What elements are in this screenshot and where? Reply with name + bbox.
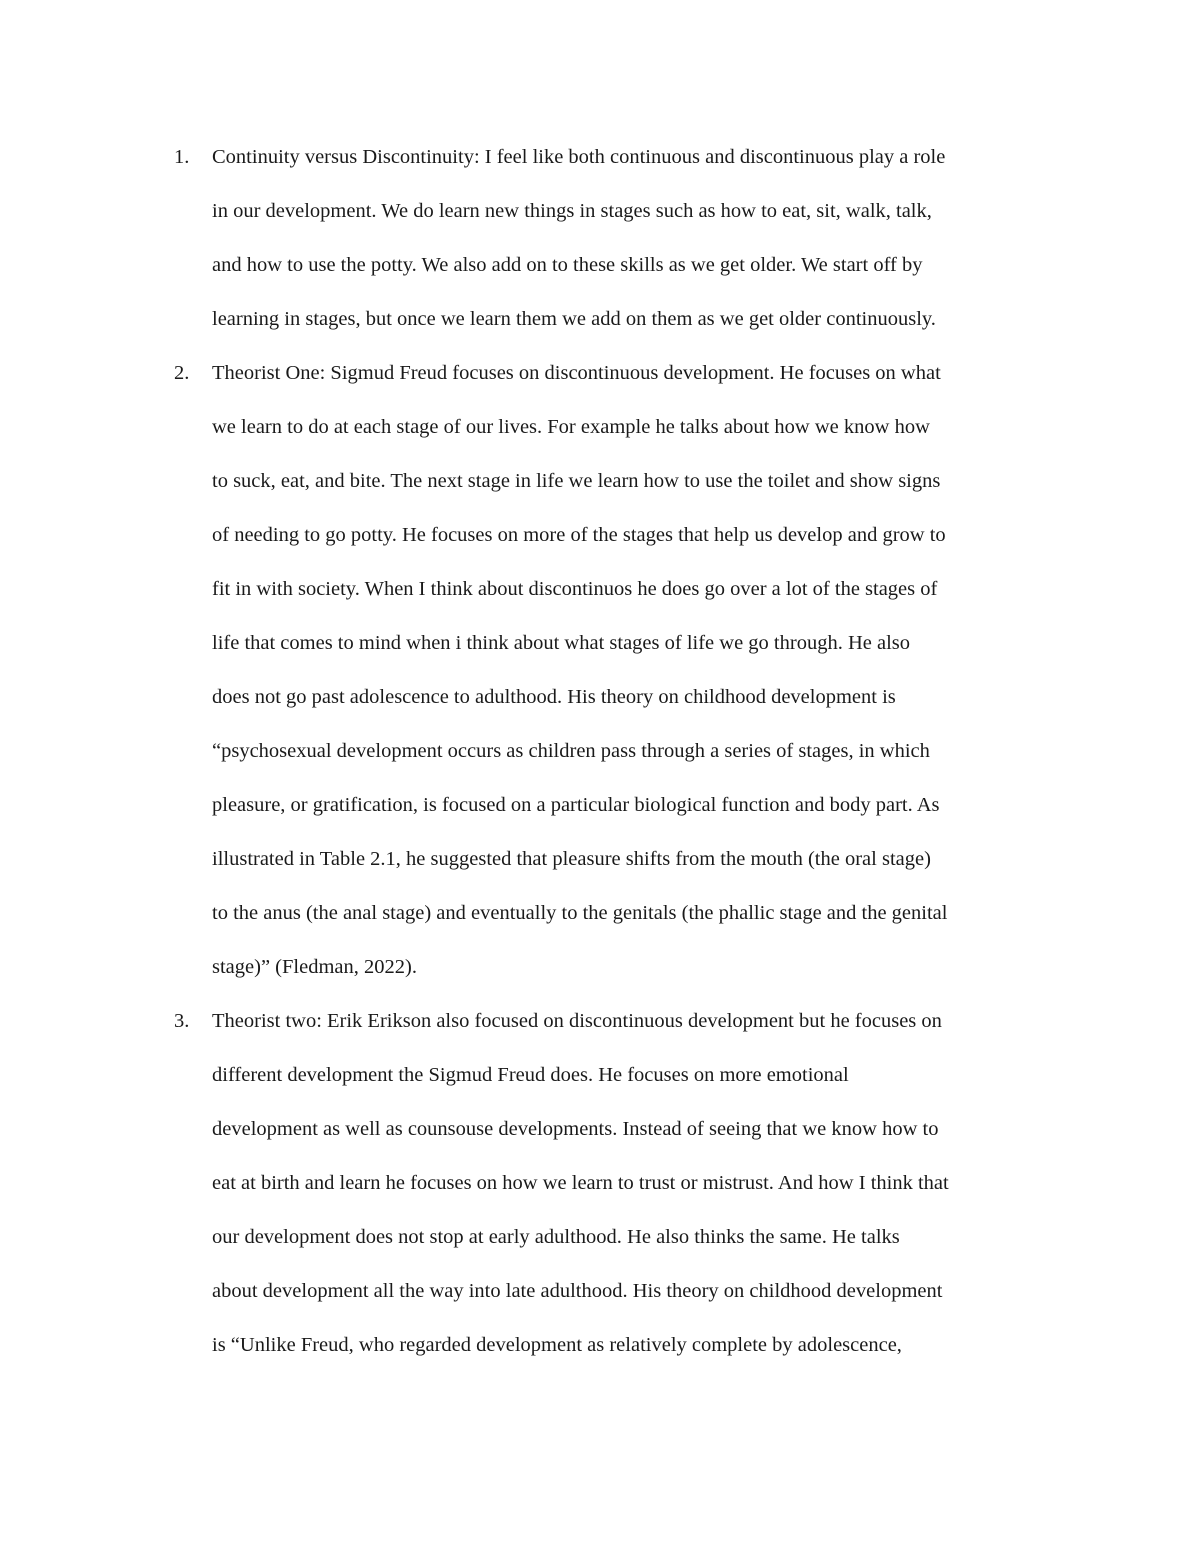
list-item	[174, 994, 1074, 1372]
text-line: and how to use the potty. We also add on to these skills as we get older. We start off by	[212, 254, 923, 276]
text-line: fit in with society. When I think about discontinuos he does go over a lot of the stages of	[212, 578, 938, 600]
text-line: of needing to go potty. He focuses on more of the stages that help us develop and grow to	[212, 524, 946, 546]
text-line: life that comes to mind when i think about what stages of life we go through. He also	[212, 632, 910, 654]
text-line: learning in stages, but once we learn them we add on them as we get older continuously.	[212, 308, 936, 330]
text-line: does not go past adolescence to adulthood. His theory on childhood development is	[212, 686, 896, 708]
text-line: we learn to do at each stage of our lives. For example he talks about how we know how	[212, 416, 930, 438]
list-item	[174, 130, 1074, 346]
text-line: our development does not stop at early adulthood. He also thinks the same. He talks	[212, 1226, 900, 1248]
text-line: pleasure, or gratification, is focused on a particular biological function and body part. As	[212, 794, 940, 816]
text-line: about development all the way into late adulthood. His theory on childhood development	[212, 1280, 943, 1302]
text-line: Theorist One: Sigmud Freud focuses on discontinuous development. He focuses on what	[212, 362, 941, 384]
numbered-list	[174, 130, 1074, 1372]
text-line: eat at birth and learn he focuses on how we learn to trust or mistrust. And how I think that	[212, 1172, 949, 1194]
text-line: Continuity versus Discontinuity: I feel like both continuous and discontinuous play a role	[212, 146, 946, 168]
text-line: is “Unlike Freud, who regarded development as relatively complete by adolescence,	[212, 1334, 902, 1356]
list-item-number: 3.	[174, 1010, 190, 1032]
text-line: to suck, eat, and bite. The next stage in life we learn how to use the toilet and show signs	[212, 470, 941, 492]
text-line: illustrated in Table 2.1, he suggested that pleasure shifts from the mouth (the oral stage)	[212, 848, 931, 870]
list-item-number: 2.	[174, 362, 190, 384]
text-line: Theorist two: Erik Erikson also focused on discontinuous development but he focuses on	[212, 1010, 942, 1032]
text-line: stage)” (Fledman, 2022).	[212, 956, 417, 978]
list-item-number: 1.	[174, 146, 190, 168]
list-item	[174, 346, 1074, 994]
text-line: “psychosexual development occurs as children pass through a series of stages, in which	[212, 740, 930, 762]
text-line: to the anus (the anal stage) and eventually to the genitals (the phallic stage and the genital	[212, 902, 948, 924]
text-line: in our development. We do learn new things in stages such as how to eat, sit, walk, talk,	[212, 200, 932, 222]
text-line: development as well as counsouse developments. Instead of seeing that we know how to	[212, 1118, 939, 1140]
text-line: different development the Sigmud Freud does. He focuses on more emotional	[212, 1064, 849, 1086]
